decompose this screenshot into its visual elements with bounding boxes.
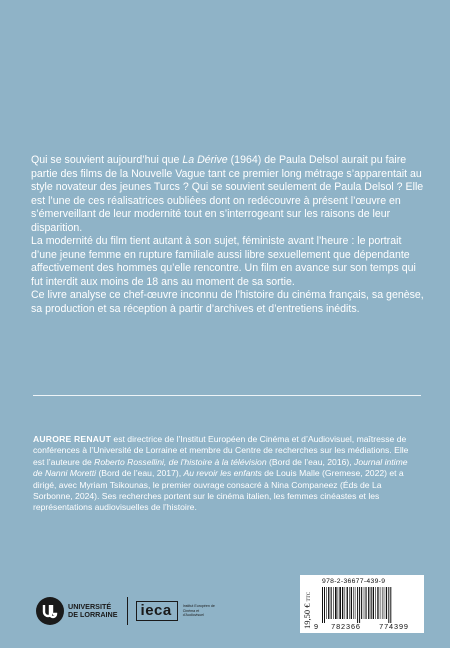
barcode-digits: 9 782366 774399 [314,622,409,631]
blurb-paragraph-3: Ce livre analyse ce chef-œuvre inconnu de l’histoire du cinéma français, sa genèse, sa production et sa réception à partir d’archives et d’entretiens inédits. [31,289,424,315]
publisher-logos [36,594,217,628]
barcode-icon [322,587,420,623]
book-title: Roberto Rossellini, de l’histoire à la télévision [94,456,267,467]
price-label: 19,50 € TTC [302,591,312,629]
book-blurb [31,154,426,316]
book-title: Au revoir les enfants [183,468,262,479]
author-bio: AURORE RENAUT est directrice de l’Institut Européen de Cinéma et d’Audiovisuel, maîtresse de conférences à l’Université de Lorraine et membre du Centre de recherches sur les médiations. Elle est l’auteure de Roberto Rossellini, de l’histoire à la télévision (Bord de l’eau, 2016), Journal intime de Nanni Moretti (Bord de l’eau, 2017), Au revoir les enfants de Louis Malle (Gremese, 2022) et a dirigé, avec Myriam Tsikounas, le premier ouvrage consacré à Nina Companeez (Éds de La Sorbonne, 2024). Ses recherches portent sur le cinéma italien, les femmes cinéastes et les représentations audiovisuelles de l’histoire. [33,434,409,513]
universite-lorraine-wordmark: UNIVERSITÉ DE LORRAINE [68,601,118,619]
ieca-logo: ieca [136,601,178,621]
author-name: AURORE RENAUT [33,434,112,444]
blurb-paragraph-1: Qui se souvient aujourd’hui que La Dérive (1964) de Paula Delsol aurait pu faire partie des films de la Nouvelle Vague tant ce premier long métrage s’apparentait au style novateur des jeunes Turcs ? Qui se souvient seulement de Paula Delsol ? Elle est l’une de ces réalisatrices oubliées dont on redécouvre à présent l’œuvre en s’émerveillant de leur modernité tout en s’interrogeant sur les raisons de leur disparition. [31,154,424,234]
book-title: Journal intime de Nanni Moretti [33,456,408,479]
blurb-paragraph-2: La modernité du film tient autant à son sujet, féministe avant l’heure : le portrait d’une jeune femme en rupture familiale aussi libre sexuellement que dépendante affectivement des hommes qu’elle rencontre. Un film en avance sur son temps qui fut interdit aux moins de 18 ans au moment de sa sortie. [31,235,416,288]
divider [33,395,421,396]
isbn-number: 978-2-36677-439-9 [322,578,386,585]
universite-lorraine-logo-icon [36,597,64,625]
barcode-block [300,575,424,633]
ieca-subtitle: Institut Européen de Cinéma et d’Audiovisuel [182,604,215,618]
logo-separator [127,597,128,625]
film-title: La Dérive [182,154,228,166]
